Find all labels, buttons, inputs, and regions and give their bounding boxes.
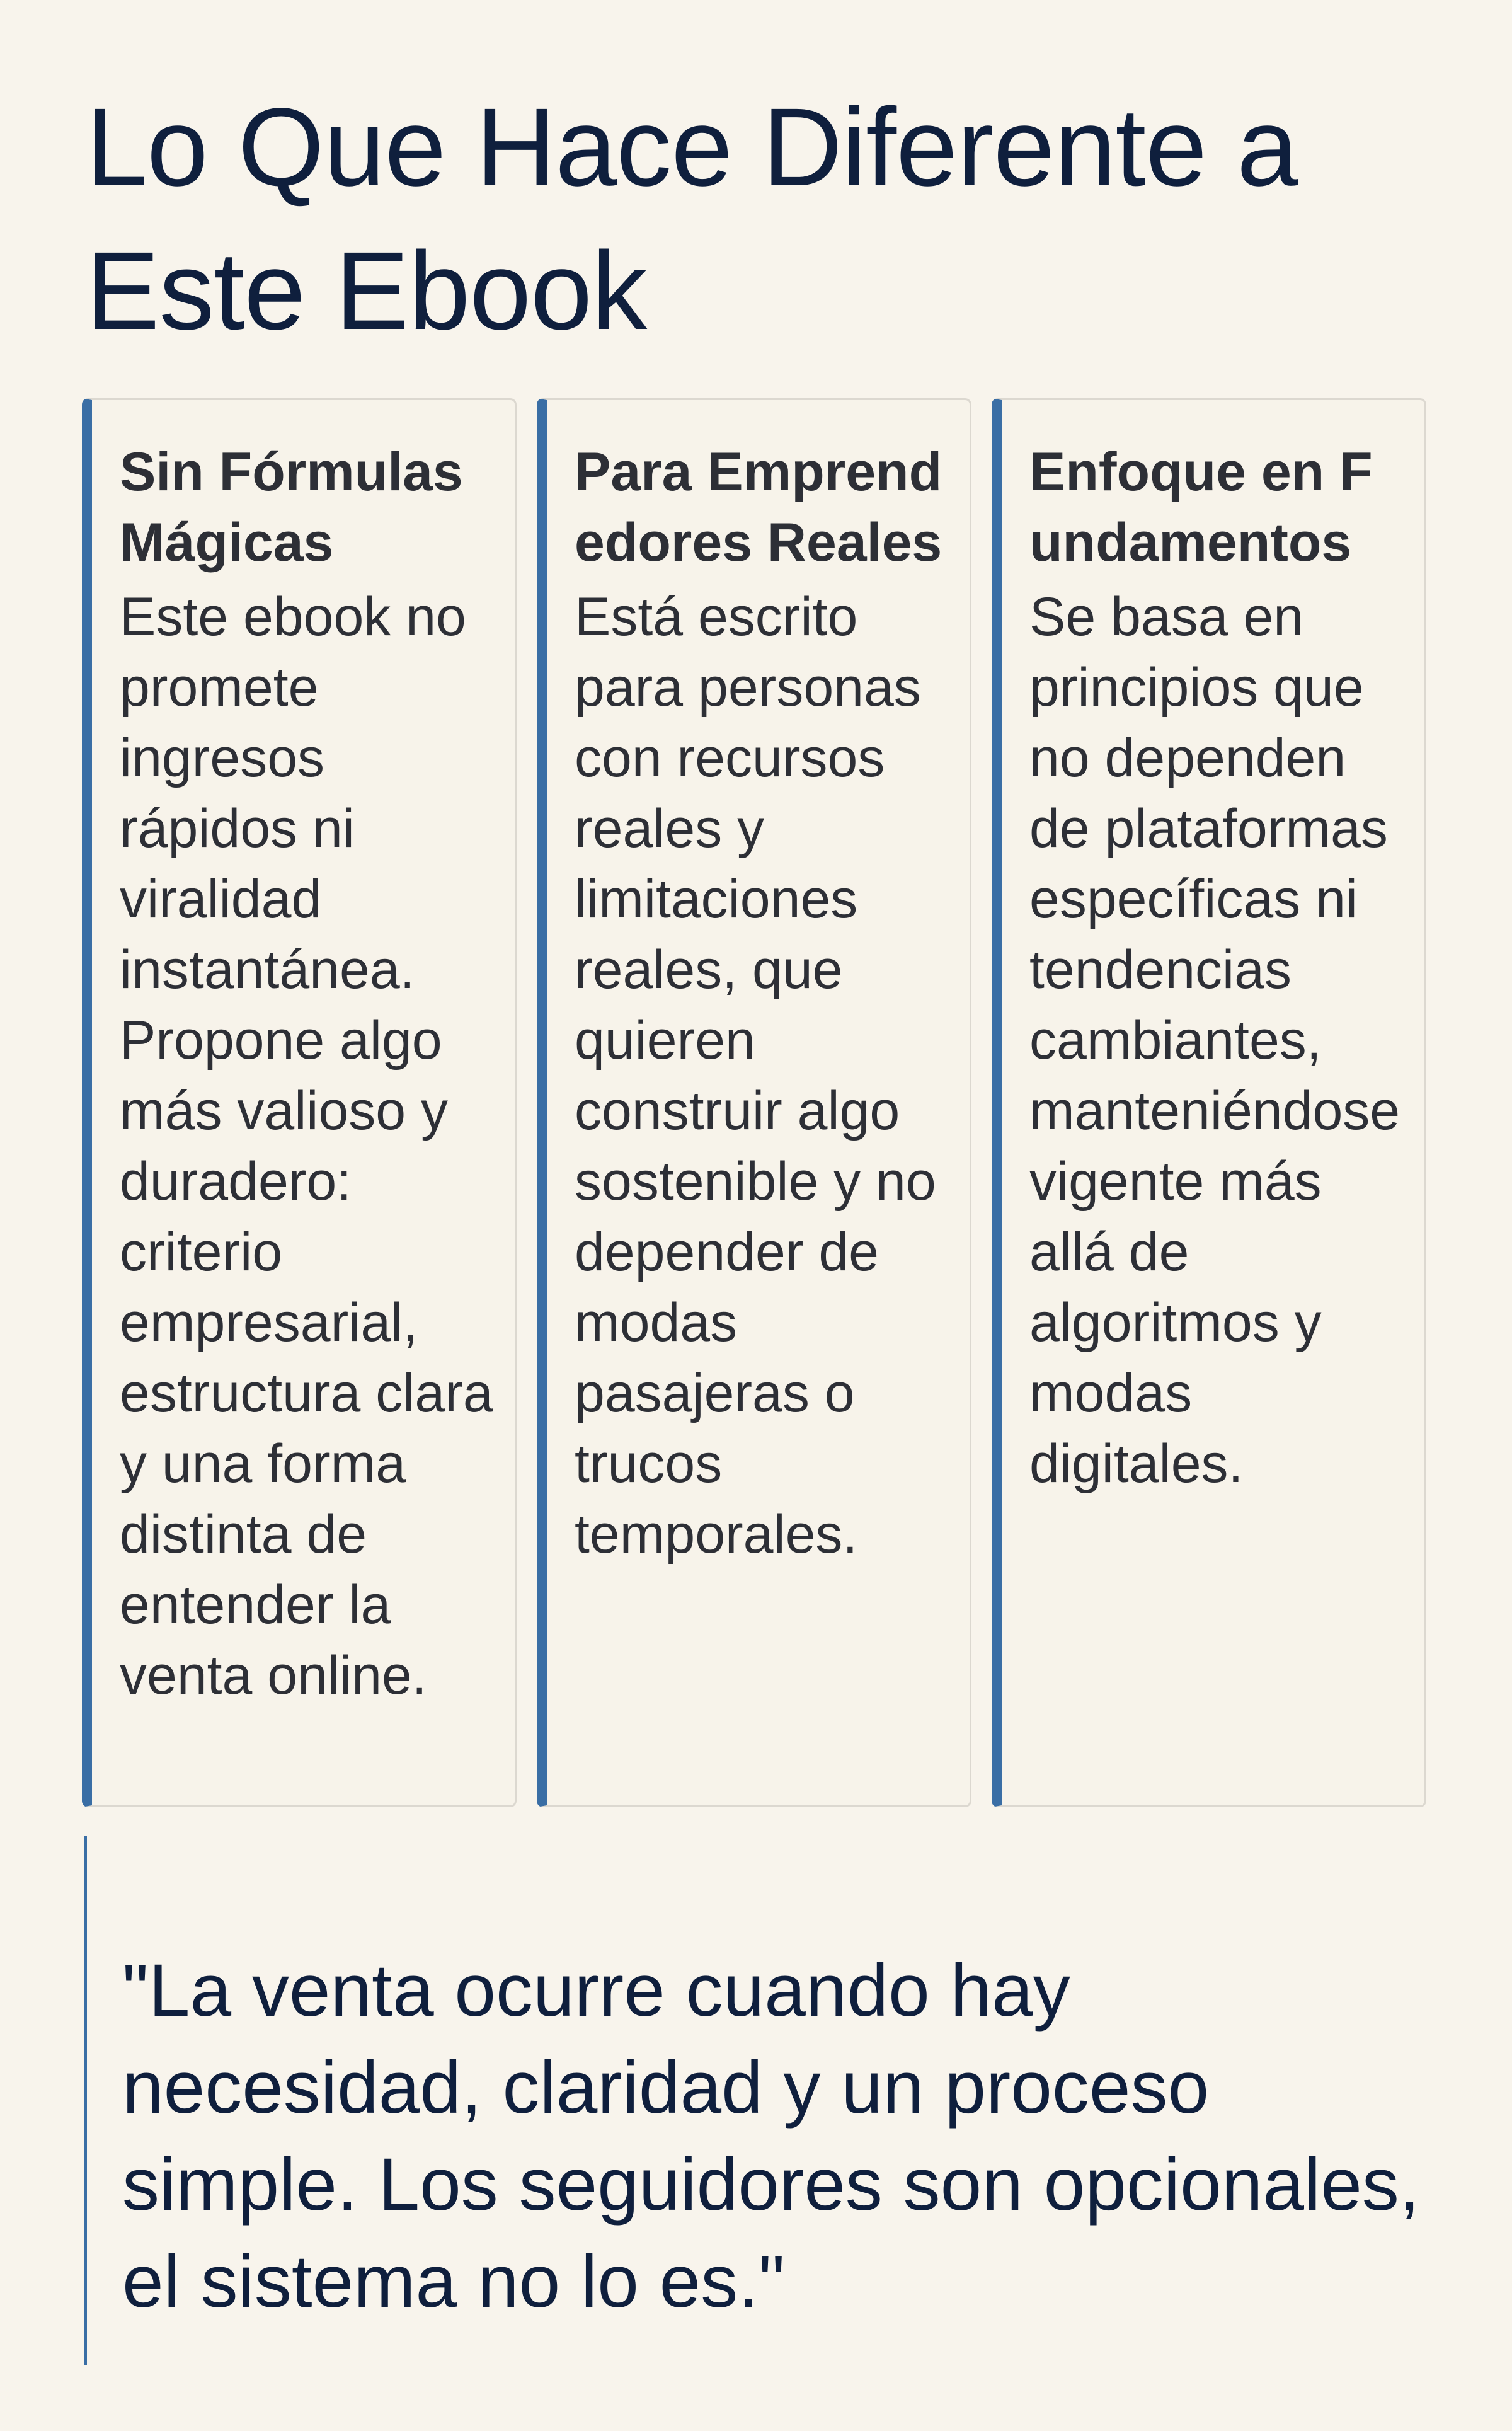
page-title: Lo Que Hace Diferente a Este Ebook bbox=[86, 86, 1298, 353]
feature-card-real-entrepreneurs bbox=[537, 398, 971, 1807]
card-title: Para Emprendedores Reales bbox=[575, 442, 942, 573]
card-text: Está escrito para personas con recursos reales y limitaciones reales, que quieren construir algo sostenible y no depender de modas pasajeras o trucos temporales. bbox=[575, 587, 936, 1565]
card-title: Enfoque en Fundamentos bbox=[1029, 442, 1373, 573]
feature-card-fundamentals-focus bbox=[992, 398, 1426, 1807]
feature-card-no-magic-formulas bbox=[82, 398, 517, 1807]
pull-quote bbox=[84, 1836, 1426, 2365]
card-text: Se basa en principios que no dependen de plataformas específicas ni tendencias cambiantes, manteniéndose vigente más allá de algoritmos y modas digitales. bbox=[1029, 587, 1400, 1494]
card-text: Este ebook no promete ingresos rápidos ni viralidad instantánea. Propone algo más valioso y duradero: criterio empresarial, estructura clara y una forma distinta de entender la venta online. bbox=[120, 587, 493, 1706]
card-title: Sin Fórmulas Mágicas bbox=[120, 442, 463, 573]
quote-text: "La venta ocurre cuando hay necesidad, claridad y un proceso simple. Los seguidores son opcionales, el sistema no lo es." bbox=[122, 1949, 1420, 2323]
feature-cards bbox=[82, 398, 1426, 1807]
